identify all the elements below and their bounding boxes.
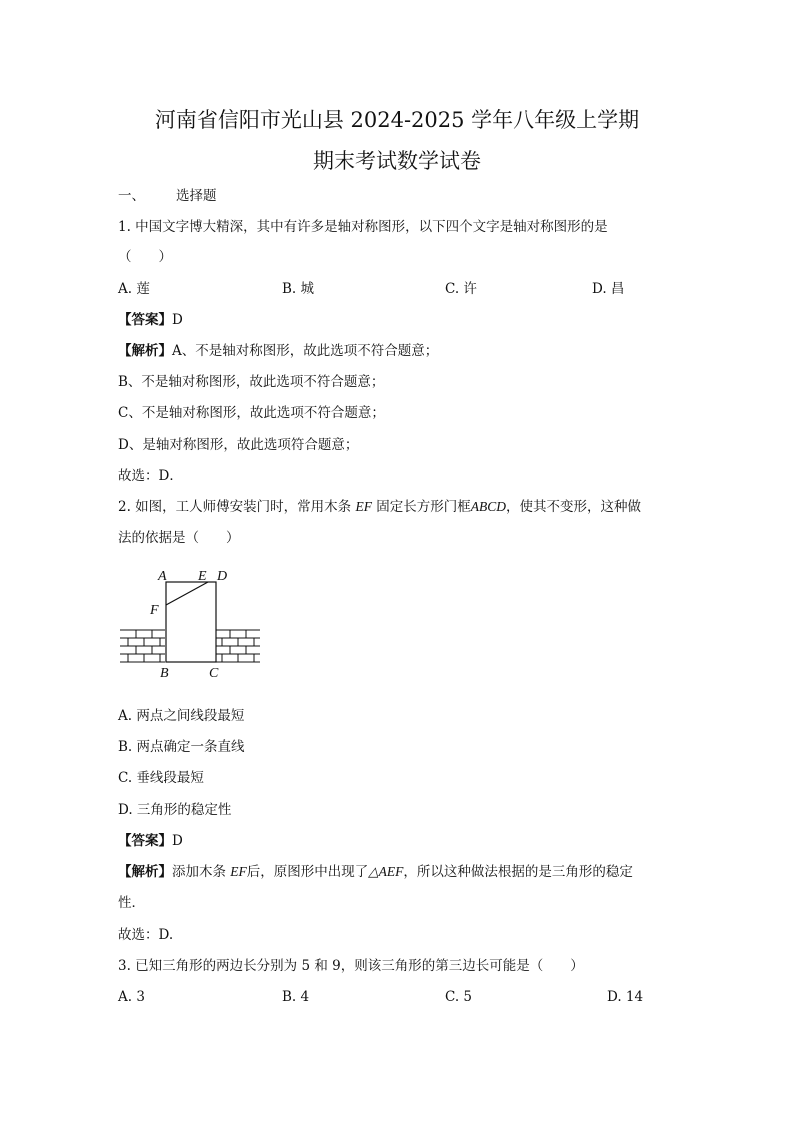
analysis-text: A、不是轴对称图形，故此选项不符合题意； bbox=[172, 343, 439, 359]
q3-stem: 3. 已知三角形的两边长分别为 5 和 9，则该三角形的第三边长可能是（ ） bbox=[118, 958, 584, 974]
left-brick-wall bbox=[120, 630, 165, 662]
q3-option-c: C. 5 bbox=[445, 989, 473, 1005]
q1-conclusion: 故选：D． bbox=[118, 468, 183, 484]
q1-option-a: A. 莲 bbox=[118, 281, 150, 297]
label-f: F bbox=[150, 603, 159, 618]
label-d: D bbox=[217, 569, 228, 584]
page-subtitle: 期末考试数学试卷 bbox=[313, 149, 481, 173]
section-label: 选择题 bbox=[176, 188, 217, 204]
analysis-ef: EF bbox=[230, 864, 247, 879]
answer-value: D bbox=[172, 312, 183, 328]
q2-stem-part: ，使其不变形，这种做 bbox=[506, 499, 642, 515]
q1-answer bbox=[118, 311, 183, 329]
label-c: C bbox=[209, 666, 219, 681]
q2-analysis-line2: 性． bbox=[118, 895, 145, 911]
q1-paren: （ ） bbox=[118, 249, 172, 265]
analysis-text: 添加木条 bbox=[172, 864, 226, 880]
analysis-tag: 【解析】 bbox=[118, 864, 172, 880]
section-number: 一、 bbox=[118, 188, 145, 204]
q2-option-c: C. 垂线段最短 bbox=[118, 770, 204, 786]
q1-option-b: B. 城 bbox=[282, 281, 315, 297]
right-brick-wall bbox=[216, 630, 260, 662]
q3-option-d: D. 14 bbox=[607, 989, 644, 1005]
answer-value: D bbox=[172, 833, 183, 849]
q2-ef: EF bbox=[355, 499, 372, 514]
analysis-text: 后，原图形中出现了 bbox=[246, 864, 369, 880]
q2-answer bbox=[118, 832, 183, 850]
q1-option-c: C. 许 bbox=[445, 281, 477, 297]
label-b: B bbox=[160, 666, 169, 681]
analysis-tag: 【解析】 bbox=[118, 343, 172, 359]
q3-option-a: A. 3 bbox=[118, 989, 145, 1005]
label-e: E bbox=[198, 569, 207, 584]
q2-stem-part: 固定长方形门框 bbox=[376, 499, 471, 515]
q3-option-b: B. 4 bbox=[282, 989, 310, 1005]
page-title: 河南省信阳市光山县 2024-2025 学年八年级上学期 bbox=[154, 108, 640, 132]
q2-stem-line1 bbox=[118, 498, 641, 516]
q2-analysis-line1 bbox=[118, 863, 633, 881]
analysis-text: ，所以这种做法根据的是三角形的稳定 bbox=[403, 864, 633, 880]
answer-tag: 【答案】 bbox=[118, 312, 172, 328]
q2-stem-part: 2. 如图，工人师傅安装门时，常用木条 bbox=[118, 499, 352, 515]
q2-option-d: D. 三角形的稳定性 bbox=[118, 802, 232, 818]
analysis-triangle: △AEF bbox=[368, 864, 404, 879]
q2-option-a: A. 两点之间线段最短 bbox=[118, 708, 245, 724]
q2-stem-line2: 法的依据是（ ） bbox=[118, 530, 240, 546]
answer-tag: 【答案】 bbox=[118, 833, 172, 849]
q1-analysis-4: D、是轴对称图形，故此选项符合题意； bbox=[118, 437, 359, 453]
q2-abcd: ABCD bbox=[470, 499, 507, 514]
q2-conclusion: 故选：D. bbox=[118, 927, 174, 943]
q2-option-b: B. 两点确定一条直线 bbox=[118, 739, 245, 755]
q1-option-d: D. 昌 bbox=[592, 281, 625, 297]
q1-analysis-1 bbox=[118, 342, 438, 360]
door-frame-rect bbox=[166, 582, 216, 662]
q1-stem: 1. 中国文字博大精深，其中有许多是轴对称图形，以下四个文字是轴对称图形的是 bbox=[118, 219, 608, 235]
q1-analysis-2: B、不是轴对称图形，故此选项不符合题意； bbox=[118, 374, 385, 390]
door-frame-figure bbox=[118, 566, 268, 684]
q1-analysis-3: C、不是轴对称图形，故此选项不符合题意； bbox=[118, 405, 385, 421]
label-a: A bbox=[158, 569, 167, 584]
